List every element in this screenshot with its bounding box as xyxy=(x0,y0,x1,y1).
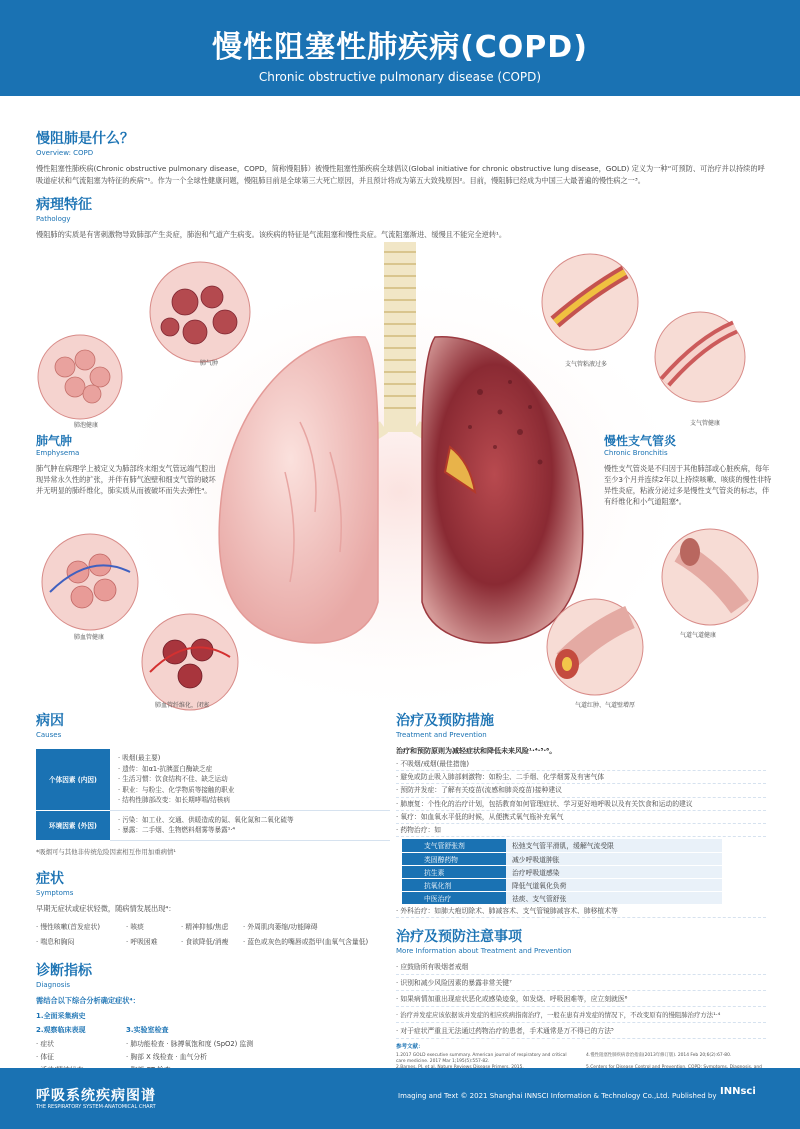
footer-title: 呼吸系统疾病图谱 xyxy=(36,1088,156,1104)
drug-name: 支气管舒张剂 xyxy=(402,839,506,852)
label-bronchi-healthy: 支气管健康 xyxy=(690,420,721,427)
causes-row-label: 环境因素 (外因) xyxy=(36,810,110,840)
section-subtitle: Diagnosis xyxy=(36,980,71,989)
label-alveoli-healthy: 肺泡健康 xyxy=(74,422,99,429)
section-symptoms xyxy=(36,868,390,946)
drug-name: 类固醇药物 xyxy=(402,852,506,865)
list-item: · 应鼓励所有吸烟者戒烟 xyxy=(396,959,766,975)
section-subtitle: Pathology xyxy=(36,215,71,223)
list-item: · 生活习惯：饮食结构不佳、缺乏运动 xyxy=(118,775,228,783)
list-item: · 治疗并发症应该依据该并发症的相应疾病指南治疗，一般在患有并发症的情况下，不改变原有的慢阻肺治疗方法¹·⁴ xyxy=(396,1007,766,1023)
section-title: 肺气肿 xyxy=(36,434,73,448)
symptoms-intro: 早期无症状或症状轻微，随病情发展出现⁴： xyxy=(36,903,176,913)
drug-effect: 松弛支气管平滑肌，缓解气流受限 xyxy=(506,839,722,852)
section-title: 慢性支气管炎 xyxy=(604,434,677,448)
section-causes xyxy=(36,710,390,856)
list-item: · 暴露：二手烟、生物燃料烟雾等暴露¹·⁴ xyxy=(118,826,236,834)
treatment-list xyxy=(396,758,766,837)
detail-bronchi-healthy xyxy=(655,312,745,402)
list-item: · 不吸烟/戒烟(最佳措施) xyxy=(396,758,766,771)
causes-table xyxy=(36,749,390,841)
section-title: 病理特征 xyxy=(36,197,92,213)
list-item: · 吸烟(最主要) xyxy=(118,754,161,762)
list-item: · 肺功能检查 · 脉搏氧饱和度 (SpO2) 监测 xyxy=(126,1039,254,1048)
drug-effect: 降低气道氧化负荷 xyxy=(506,878,722,891)
label-airway-healthy: 气道气道健康 xyxy=(680,632,717,639)
emphysema-text: 肺气肿在病理学上被定义为肺部终末细支气管远端气腔出现异常永久性的扩张，并伴有肺气泡壁和细支气管的破坏并无明显的肺纤维化，肺实质从而被破坏而失去弹性⁴。 xyxy=(36,464,216,495)
section-title: 症状 xyxy=(36,870,64,887)
symptoms-list xyxy=(36,921,390,946)
detail-airway-inflamed xyxy=(547,599,643,695)
list-item: · 蓝色或灰色的嘴唇或指甲(血氧气含量低) xyxy=(243,937,369,946)
drug-name: 抗氧化剂 xyxy=(402,878,506,891)
footer-subtitle: THE RESPIRATORY SYSTEM-ANATOMICAL CHART xyxy=(36,1104,156,1110)
diagnosis-step-3: 3.实验室检查 xyxy=(126,1025,169,1034)
list-item: · 食欲降低/消瘦 xyxy=(181,937,229,946)
page-title: 慢性阻塞性肺疾病(COPD) xyxy=(212,30,588,65)
drug-effect: 减少呼吸道肿胀 xyxy=(506,852,722,865)
list-item: 4.慢性阻塞性肺疾病诊治指南(2013年修订版). 2014 Feb 20;6(2):67-80. xyxy=(586,1052,732,1058)
section-title: 病因 xyxy=(36,713,64,729)
section-diagnosis xyxy=(36,960,390,1077)
table-row xyxy=(402,865,722,878)
list-item: · 症状 xyxy=(36,1039,54,1048)
table-row xyxy=(402,839,722,852)
section-title: 治疗及预防注意事项 xyxy=(396,928,522,945)
causes-row-items xyxy=(110,749,390,810)
detail-airway-healthy xyxy=(662,529,758,625)
label-mucus: 支气管粘液过多 xyxy=(565,361,608,368)
table-row xyxy=(402,891,722,904)
list-item: · 如果病情加重出现症状恶化或感染迹象，如发烧、呼吸困难等，应立刻就医⁶ xyxy=(396,991,766,1007)
section-subtitle: Symptoms xyxy=(36,888,74,897)
header-banner xyxy=(0,0,800,96)
section-subtitle: Chronic Bronchitis xyxy=(604,449,668,457)
table-row xyxy=(402,852,722,865)
footer-copyright: Imaging and Text © 2021 Shanghai INNSCI Information & Technology Co.,Ltd. xyxy=(398,1092,670,1100)
drug-effect: 祛痰、支气管舒张 xyxy=(506,891,722,904)
label-airway-wall: 气道红肿、气道壁增厚 xyxy=(575,702,636,709)
precautions-list xyxy=(396,959,766,1039)
list-item: · 咳痰 xyxy=(126,922,144,931)
list-item: · 慢性咳嗽(首发症状) xyxy=(36,922,100,931)
list-item: · 外周肌肉萎缩/功能障碍 xyxy=(243,922,318,931)
footer-banner xyxy=(0,1068,800,1129)
footer-published-by: Published by xyxy=(672,1092,717,1100)
list-item: · 结构性肺部改变：如长期哮喘/结核病 xyxy=(118,796,230,804)
table-row xyxy=(36,749,390,810)
section-precautions xyxy=(396,926,766,1039)
detail-bronchi-mucus xyxy=(542,254,638,350)
list-item: · 氧疗：如血氧水平低的时候，从便携式氧气瓶补充氧气 xyxy=(396,811,766,824)
detail-emphysema xyxy=(150,262,250,362)
drug-name: 抗生素 xyxy=(402,865,506,878)
list-item: 1.2017 GOLD executive summary. American journal of respiratory and critical care medicine. 2017 Mar 1;195(5):557-82. xyxy=(396,1052,567,1064)
page-subtitle: Chronic obstructive pulmonary disease (COPD) xyxy=(258,70,542,84)
section-subtitle: Treatment and Prevention xyxy=(396,731,487,739)
section-bronchitis xyxy=(604,436,774,507)
treatment-surgery xyxy=(396,905,766,918)
list-item: · 职业：与粉尘、化学物质等接触的职业 xyxy=(118,785,235,794)
left-column xyxy=(36,710,390,1077)
causes-row-label: 个体因素 (内因) xyxy=(36,749,110,810)
section-title: 诊断指标 xyxy=(36,962,92,979)
innsci-logo: INNsci xyxy=(720,1086,756,1097)
table-row xyxy=(36,810,390,840)
section-treatment xyxy=(396,710,766,918)
causes-row-items xyxy=(110,810,390,840)
section-overview xyxy=(36,128,766,187)
list-item: · 喘息和胸闷 xyxy=(36,937,75,946)
section-title: 治疗及预防措施 xyxy=(396,713,494,729)
detail-capillary-fibrosis xyxy=(142,614,238,710)
diagnosis-step-2: 2.观察临床表现 xyxy=(36,1025,86,1034)
list-item: · 呼吸困难 xyxy=(126,937,158,946)
references-title: 参考文献： xyxy=(396,1043,424,1050)
list-item: · 对于症状严重且无法通过药物治疗的患者，手术通常是万不得已的方法⁵ xyxy=(396,1023,766,1039)
drugs-table xyxy=(402,839,722,905)
pathology-text: 慢阻肺的实质是有害刺激物导致肺部产生炎症，肺泡和气道产生病变。该疾病的特征是气流阻塞和慢性炎症。气流阻塞渐进、缓慢且不能完全逆转¹。 xyxy=(36,230,507,239)
list-item: · 肺康复：个性化的治疗计划，包括教育如何管理症状、学习更好地呼吸以及有关饮食和运动的建议 xyxy=(396,798,766,811)
list-item: · 遗传：如α1-抗胰蛋白酶缺乏症 xyxy=(118,764,213,773)
section-subtitle: Overview: COPD xyxy=(36,149,94,157)
label-emphysema: 肺气肿 xyxy=(200,360,219,367)
label-capillary-healthy: 肺血管健康 xyxy=(74,634,105,641)
list-item: · 识别和减少风险因素的暴露非常关键⁷ xyxy=(396,975,766,991)
section-subtitle: Emphysema xyxy=(36,449,80,457)
detail-alveoli-healthy xyxy=(38,335,122,419)
list-item: · 胸部 X 线检查 · 血气分析 xyxy=(126,1052,207,1061)
section-subtitle: More Information about Treatment and Prevention xyxy=(396,946,572,955)
right-column xyxy=(396,710,766,1089)
list-item: · 药物治疗：如 xyxy=(396,824,766,837)
bronchitis-text: 慢性支气管炎是不归因于其他肺部或心脏疾病，每年至少3个月并连续2年以上持续咳嗽、咳痰的慢性非特异性炎症，粘液分泌过多是慢性支气管炎的标志，伴有纤维化和小气道阻塞⁴。 xyxy=(604,464,772,506)
overview-text: 慢性阻塞性肺疾病(Chronic obstructive pulmonary disease，COPD，简称慢阻肺）被慢性阻塞性肺疾病全球倡议(Global initiative for chronic obstructive lung disease，GOLD) 定义为一种“可预防、可治疗并以持续的呼吸道症状和气流阻塞为特征的疾病”¹。作为一个全球性健康问题，慢阻肺目前是全球第三大死亡原因，并且预计将成为第五大致残原因²。目前，慢阻肺已经成为中国三大最普遍的慢性病之一³。 xyxy=(36,164,765,185)
list-item: · 外科治疗：如肺大疱切除术、肺减容术、支气管镜肺减容术、肺移植术等 xyxy=(396,905,766,918)
list-item: · 精神抑郁/焦虑 xyxy=(181,922,229,931)
section-emphysema xyxy=(36,436,216,496)
list-item: · 体征 xyxy=(36,1052,54,1061)
diagnosis-intro: 需结合以下综合分析确定症状⁴： xyxy=(36,995,140,1005)
drug-name: 中医治疗 xyxy=(402,891,506,904)
list-item: · 污染：如工业、交通、供暖造成的氮、氧化氮和二氧化硫等 xyxy=(118,815,294,824)
list-item: · 预防并发症：了解有关疫苗(流感和肺炎疫苗)接种建议 xyxy=(396,784,766,797)
list-item: · 避免或防止吸入肺部刺激物：如粉尘、二手烟、化学烟雾及有害气体 xyxy=(396,771,766,784)
detail-capillary-healthy xyxy=(42,534,138,630)
treatment-principle: 治疗和预防原则为减轻症状和降低未来风险¹·⁴·⁵·⁶。 xyxy=(396,747,557,755)
section-title: 慢阻肺是什么？ xyxy=(36,131,134,147)
drug-effect: 治疗呼吸道感染 xyxy=(506,865,722,878)
causes-note: *吸烟可与其他非传统危险因素相互作用加重病情¹ xyxy=(36,847,176,856)
diagnosis-step-1: 1.全面采集病史 xyxy=(36,1011,86,1020)
section-subtitle: Causes xyxy=(36,731,62,739)
table-row xyxy=(402,878,722,891)
label-capillary-fibrosis: 肺血管纤维化，闭塞 xyxy=(155,702,210,709)
